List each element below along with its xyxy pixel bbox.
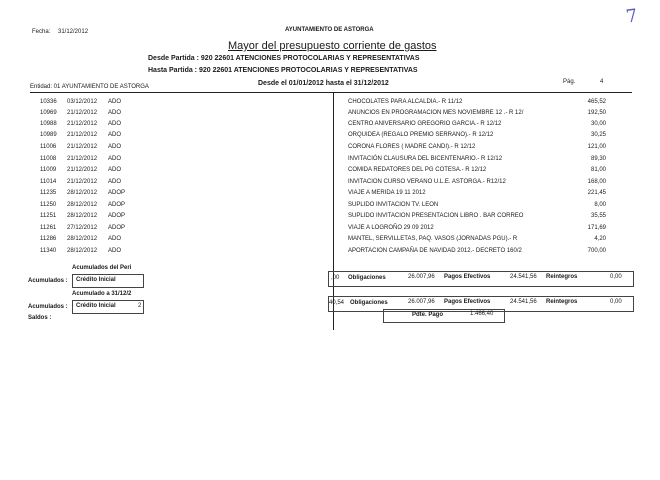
entry-description: SUPLIDO INVITACION PRESENTACION LIBRO . BAR CORREO xyxy=(348,213,524,219)
table-row xyxy=(0,190,660,201)
acumulado-credito-label: Crédito Inicial xyxy=(76,303,116,309)
entry-type: ADOP xyxy=(108,190,126,196)
entry-description: CHOCOLATES PARA ALCALDIA.- R 11/12 xyxy=(348,99,463,105)
entry-date: 21/12/2012 xyxy=(67,156,98,162)
entry-date: 28/12/2012 xyxy=(67,190,98,196)
acumulado-partial-value: 40,54 xyxy=(329,300,345,306)
acumulado-heading: Acumulado a 31/12/2 xyxy=(72,291,132,297)
page-number: 4 xyxy=(600,79,604,85)
entry-type: ADO xyxy=(108,236,122,242)
entry-number: 10989 xyxy=(40,132,57,138)
acumulado-partial-digit: 2 xyxy=(138,303,142,309)
date-range: Desde el 01/01/2012 hasta el 31/12/2012 xyxy=(258,80,389,87)
entry-description: ORQUIDEA (REGALO PREMIO SERRANO).- R 12/12 xyxy=(348,132,494,138)
entry-type: ADOP xyxy=(108,202,126,208)
entry-description: CORONA FLORES ( MADRE CANDI).- R 12/12 xyxy=(348,144,476,150)
acumulado-obligaciones-label: Obligaciones xyxy=(350,300,388,306)
fecha-value: 31/12/2012 xyxy=(58,29,89,35)
entry-date: 28/12/2012 xyxy=(67,202,98,208)
entry-description: SUPLIDO INVITACION TV. LEON xyxy=(348,202,439,208)
entry-type: ADO xyxy=(108,167,122,173)
entry-amount: 121,00 xyxy=(587,144,606,150)
pdte-pago-value: 1.466,40 xyxy=(470,311,494,317)
periodo-reintegros-label: Reintegros xyxy=(546,274,578,280)
periodo-reintegros-value: 0,00 xyxy=(610,274,622,280)
periodo-partial-value: ,00 xyxy=(331,275,340,281)
entry-number: 11251 xyxy=(40,213,57,219)
acumulado-acumulados-label: Acumulados : xyxy=(28,304,68,310)
acumulado-reintegros-label: Reintegros xyxy=(546,299,578,305)
entidad: Entidad: 01 AYUNTAMIENTO DE ASTORGA xyxy=(30,84,149,90)
entry-amount: 81,00 xyxy=(590,167,606,173)
entry-date: 21/12/2012 xyxy=(67,167,98,173)
entry-date: 28/12/2012 xyxy=(67,236,98,242)
handwritten-page-mark: 7 xyxy=(624,5,639,28)
table-row xyxy=(0,179,660,190)
periodo-obligaciones-label: Obligaciones xyxy=(348,275,386,281)
entry-number: 11250 xyxy=(40,202,57,208)
entry-number: 11014 xyxy=(40,179,57,185)
entry-description: APORTACION CAMPAÑA DE NAVIDAD 2012.- DECRETO 160/2 xyxy=(348,248,522,254)
entry-number: 11340 xyxy=(40,248,57,254)
pdte-pago-label: Pdte. Pago xyxy=(412,312,444,318)
entry-number: 10969 xyxy=(40,110,57,116)
entry-number: 11261 xyxy=(40,225,57,231)
entry-amount: 8,00 xyxy=(594,202,606,208)
table-row xyxy=(0,132,660,143)
entry-type: ADO xyxy=(108,110,122,116)
entry-type: ADOP xyxy=(108,225,126,231)
entry-number: 11235 xyxy=(40,190,57,196)
entry-number: 10336 xyxy=(40,99,57,105)
entry-type: ADO xyxy=(108,132,122,138)
entry-number: 10988 xyxy=(40,121,57,127)
desde-partida: Desde Partida : 920 22601 ATENCIONES PROTOCOLARIAS Y REPRESENTATIVAS xyxy=(148,55,420,62)
header-divider xyxy=(30,92,632,93)
entry-date: 03/12/2012 xyxy=(67,99,98,105)
entry-description: INVITACIÓN CLAUSURA DEL BICENTENARIO.- R 12/12 xyxy=(348,156,503,162)
table-row xyxy=(0,144,660,155)
entry-amount: 4,20 xyxy=(594,236,606,242)
entry-description: MANTEL, SERVILLETAS, PAQ. VASOS (JORNADAS PGU).- R xyxy=(348,236,518,242)
entry-amount: 192,50 xyxy=(587,110,606,116)
acumulado-reintegros-value: 0,00 xyxy=(610,299,622,305)
organization-name: AYUNTAMIENTO DE ASTORGA xyxy=(285,27,374,33)
table-row xyxy=(0,156,660,167)
entry-type: ADO xyxy=(108,99,122,105)
entry-description: COMIDA REDATORES DEL PG COTESA.- R 12/12 xyxy=(348,167,487,173)
entry-amount: 168,00 xyxy=(587,179,606,185)
entry-date: 27/12/2012 xyxy=(67,225,98,231)
table-row xyxy=(0,225,660,236)
entry-type: ADO xyxy=(108,121,122,127)
entry-type: ADO xyxy=(108,144,122,150)
acumulado-obligaciones-value: 26.007,96 xyxy=(408,299,435,305)
entry-date: 28/12/2012 xyxy=(67,248,98,254)
table-row xyxy=(0,99,660,110)
page-title: Mayor del presupuesto corriente de gastos xyxy=(228,40,437,52)
entry-description: ANUNCIOS EN PROGRAMACION MES NOVIEMBRE 12 .- R 12/ xyxy=(348,110,524,116)
entry-date: 21/12/2012 xyxy=(67,110,98,116)
entry-type: ADOP xyxy=(108,213,126,219)
saldos-label: Saldos : xyxy=(28,315,52,321)
table-row xyxy=(0,167,660,178)
hasta-partida: Hasta Partida : 920 22601 ATENCIONES PROTOCOLARIAS Y REPRESENTATIVAS xyxy=(148,67,418,74)
page-label: Pág. xyxy=(563,79,576,85)
entry-description: VIAJE A MERIDA 19 11 2012 xyxy=(348,190,426,196)
entry-date: 21/12/2012 xyxy=(67,144,98,150)
periodo-credito-label: Crédito Inicial xyxy=(76,277,116,283)
table-row xyxy=(0,202,660,213)
periodo-heading: Acumulados del Peri xyxy=(72,265,132,271)
entry-type: ADO xyxy=(108,156,122,162)
entry-type: ADO xyxy=(108,179,122,185)
entry-amount: 30,00 xyxy=(590,121,606,127)
entry-amount: 30,25 xyxy=(590,132,606,138)
periodo-obligaciones-value: 26.007,96 xyxy=(408,274,435,280)
acumulado-pagos-value: 24.541,56 xyxy=(510,299,537,305)
entry-date: 28/12/2012 xyxy=(67,213,98,219)
table-row xyxy=(0,110,660,121)
entry-amount: 171,69 xyxy=(587,225,606,231)
entry-amount: 89,30 xyxy=(590,156,606,162)
entry-amount: 465,52 xyxy=(587,99,606,105)
entry-description: INVITACION CURSO VERANO U.L.E. ASTORGA.- R12/12 xyxy=(348,179,506,185)
periodo-pagos-label: Pagos Efectivos xyxy=(444,274,491,280)
entry-type: ADO xyxy=(108,248,122,254)
periodo-acumulados-label: Acumulados : xyxy=(28,278,68,284)
table-row xyxy=(0,213,660,224)
periodo-pagos-value: 24.541,56 xyxy=(510,274,537,280)
table-row xyxy=(0,121,660,132)
entry-date: 21/12/2012 xyxy=(67,179,98,185)
entry-description: CENTRO ANIVERSARIO GREGORIO GARCIA.- R 12/12 xyxy=(348,121,502,127)
entry-number: 11006 xyxy=(40,144,57,150)
table-row xyxy=(0,236,660,247)
entry-amount: 700,00 xyxy=(587,248,606,254)
acumulado-pagos-label: Pagos Efectivos xyxy=(444,299,491,305)
entry-number: 11009 xyxy=(40,167,57,173)
entry-description: VIAJE A LOGROÑO 29 09 2012 xyxy=(348,225,434,231)
entry-number: 11008 xyxy=(40,156,57,162)
entry-number: 11286 xyxy=(40,236,57,242)
entry-date: 21/12/2012 xyxy=(67,132,98,138)
fecha-label: Fecha: xyxy=(32,29,51,35)
entry-amount: 221,45 xyxy=(587,190,606,196)
table-row xyxy=(0,248,660,259)
entry-amount: 35,55 xyxy=(590,213,606,219)
entry-date: 21/12/2012 xyxy=(67,121,98,127)
